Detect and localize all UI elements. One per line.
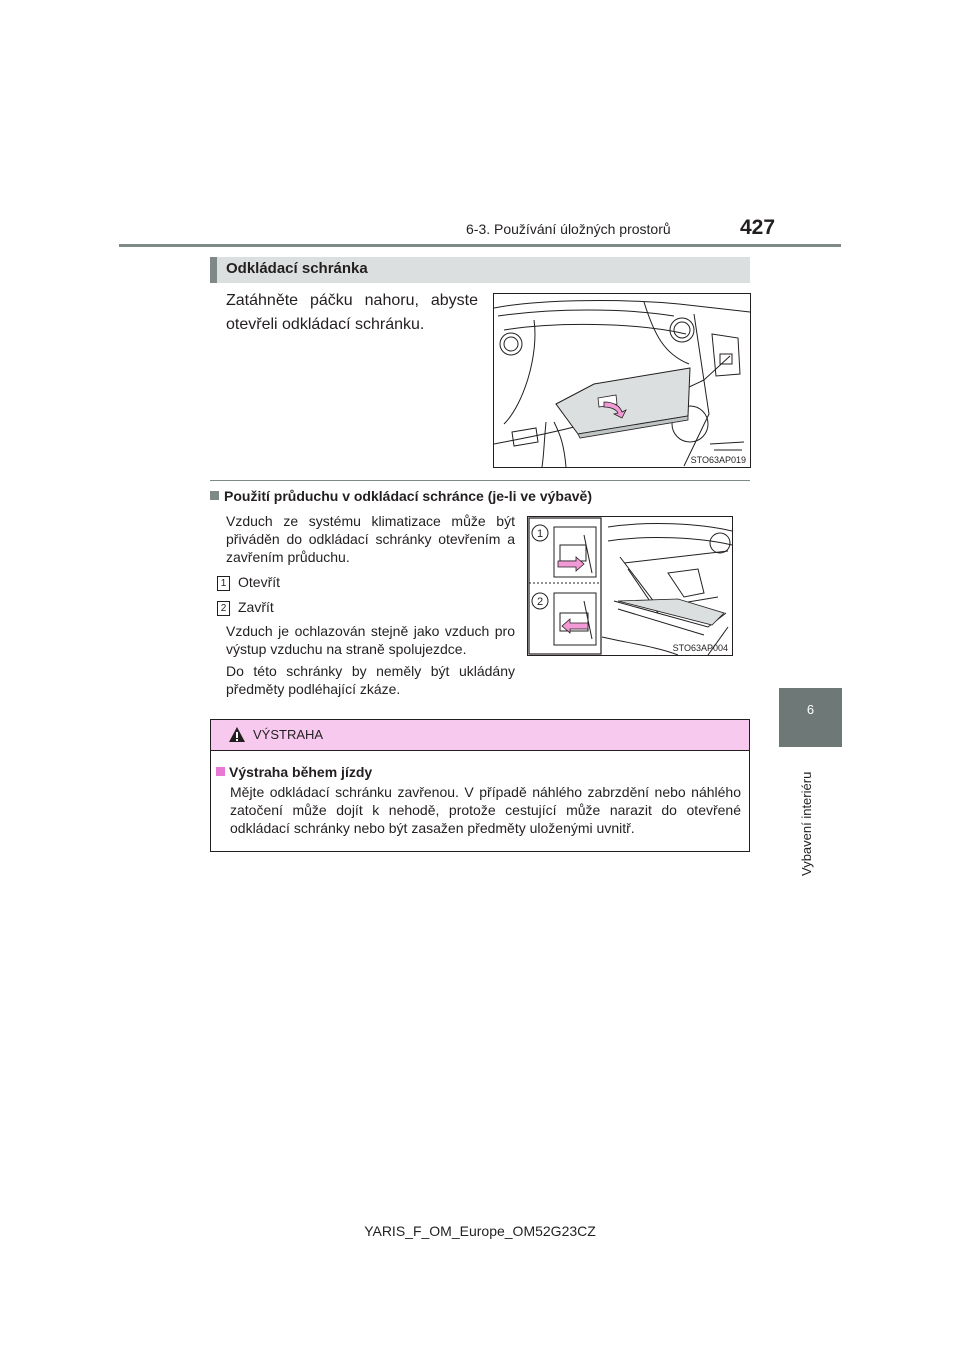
vent-description: Vzduch ze systému klimatizace může být přiváděn do odkládací schránky otevřením a zavřením průduchu. — [226, 513, 515, 565]
vent-heading — [210, 488, 592, 504]
section-heading-bar — [210, 257, 750, 283]
section-divider — [210, 480, 750, 481]
callout-number: 1 — [536, 528, 544, 540]
warning-triangle-icon — [228, 726, 246, 743]
step-number: 1 — [217, 576, 230, 591]
step-open — [217, 574, 280, 591]
warning-subheading-text: Výstraha během jízdy — [229, 764, 373, 780]
callout-number: 2 — [536, 596, 544, 608]
vent-heading-text: Použití průduchu v odkládací schránce (je-li ve výbavě) — [224, 488, 592, 504]
warning-box — [210, 719, 750, 852]
step-close — [217, 599, 274, 616]
chapter-label-text: Vybavení interiéru — [799, 771, 814, 876]
bullet-square-icon — [216, 767, 225, 776]
chapter-tab: 6 — [779, 688, 842, 747]
vent-note-cooling: Vzduch je ochlazován stejně jako vzduch pro výstup vzduchu na straně spolujezdce. — [226, 623, 515, 657]
intro-paragraph: Zatáhněte páčku nahoru, abyste otevřeli odkládací schránku. — [226, 292, 478, 333]
figure-code: STO63AP004 — [672, 643, 728, 653]
step-number: 2 — [217, 601, 230, 616]
vent-note-perishables: Do této schránky by neměly být ukládány předměty podléhající zkáze. — [226, 663, 515, 697]
document-code: YARIS_F_OM_Europe_OM52G23CZ — [364, 1223, 596, 1239]
section-title: 6-3. Používání úložných prostorů — [466, 221, 671, 237]
warning-text: Mějte odkládací schránku zavřenou. V případě náhlého zabrzdění nebo náhlého zatočení může dojít k nehodě, protože cestující může narazit do otevřené odkládací schránky nebo být zasažen předměty uloženými uvnitř. — [230, 784, 741, 836]
bullet-square-icon — [210, 491, 219, 500]
chapter-label — [795, 758, 819, 876]
glove-box-illustration — [494, 294, 750, 467]
figure-code: STO63AP019 — [690, 455, 746, 465]
warning-subheading — [216, 764, 372, 780]
page-number: 427 — [740, 216, 776, 239]
warning-header — [211, 720, 749, 751]
vent-illustration — [528, 517, 732, 655]
section-heading: Odkládací schránka — [226, 260, 368, 277]
glove-box-figure — [493, 293, 751, 468]
header-rule — [119, 244, 841, 247]
step-label: Otevřít — [238, 574, 281, 590]
step-label: Zavřít — [238, 599, 274, 615]
warning-title: VÝSTRAHA — [253, 727, 324, 742]
section-heading-marker — [210, 257, 217, 283]
vent-figure — [527, 516, 733, 656]
